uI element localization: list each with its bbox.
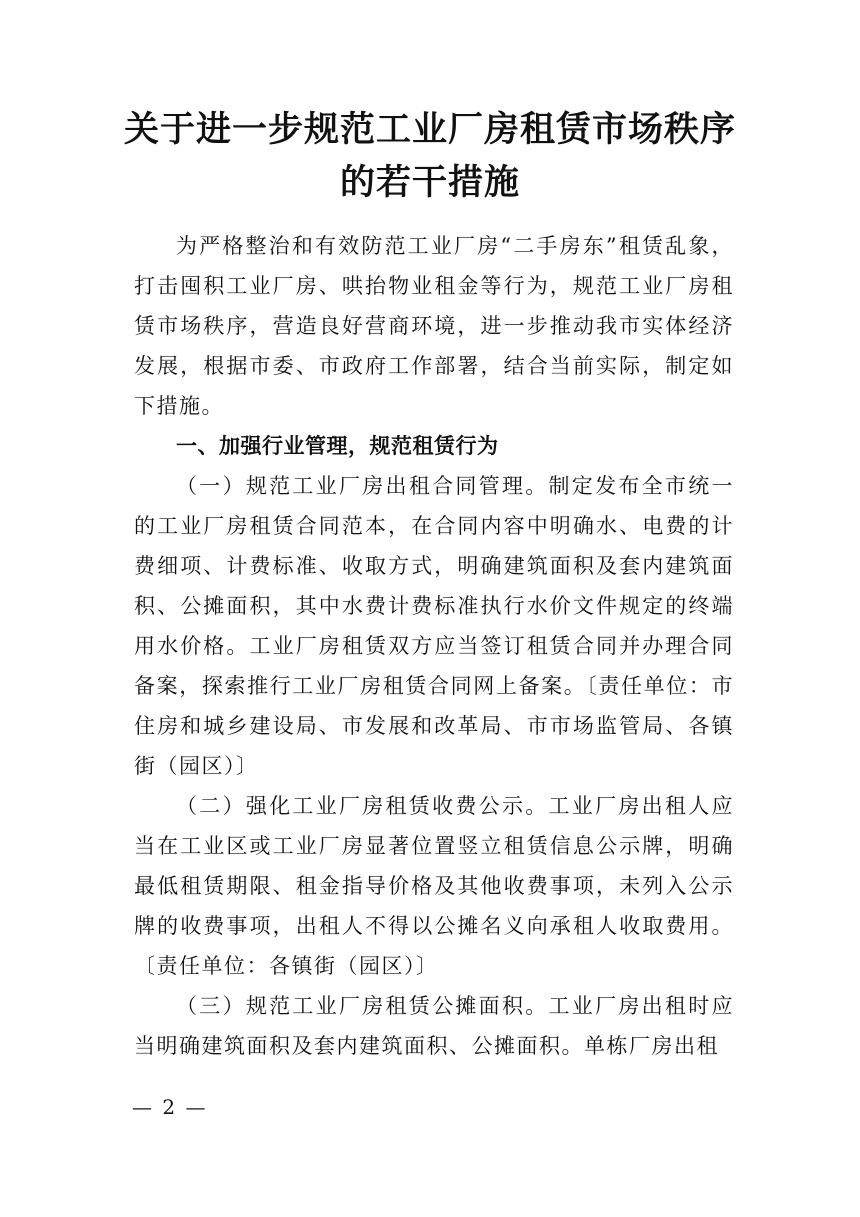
intro-paragraph: 为严格整治和有效防范工业厂房“二手房东”租赁乱象，打击囤积工业厂房、哄抬物业租金等行为，规范工业厂房租赁市场秩序，营造良好营商环境，进一步推动我市实体经济发展，根据市委、市政府工作部署，结合当前实际，制定如下措施。	[134, 234, 734, 418]
document-body	[134, 226, 734, 1066]
measure-item-2: （二）强化工业厂房租赁收费公示。工业厂房出租人应当在工业区或工业厂房显著位置竖立租赁信息公示牌，明确最低租赁期限、租金指导价格及其他收费事项，未列入公示牌的收费事项，出租人不得以公摊名义向承租人收取费用。〔责任单位：各镇街（园区）〕	[134, 794, 734, 978]
measure-item-3: （三）规范工业厂房租赁公摊面积。工业厂房出租时应当明确建筑面积及套内建筑面积、公摊面积。单栋厂房出租	[134, 994, 734, 1058]
section-heading-1: 一、加强行业管理，规范租赁行为	[176, 434, 499, 458]
document-title-line-2: 的若干措施	[339, 162, 520, 203]
page-number: — 2 —	[132, 1095, 208, 1119]
document-title-line-1: 关于进一步规范工业厂房租赁市场秩序	[123, 109, 736, 150]
measure-item-1: （一）规范工业厂房出租合同管理。制定发布全市统一的工业厂房租赁合同范本，在合同内容中明确水、电费的计费细项、计费标准、收取方式，明确建筑面积及套内建筑面积、公摊面积，其中水费计费标准执行水价文件规定的终端用水价格。工业厂房租赁双方应当签订租赁合同并办理合同备案，探索推行工业厂房租赁合同网上备案。〔责任单位：市住房和城乡建设局、市发展和改革局、市市场监管局、各镇街（园区）〕	[134, 474, 734, 778]
